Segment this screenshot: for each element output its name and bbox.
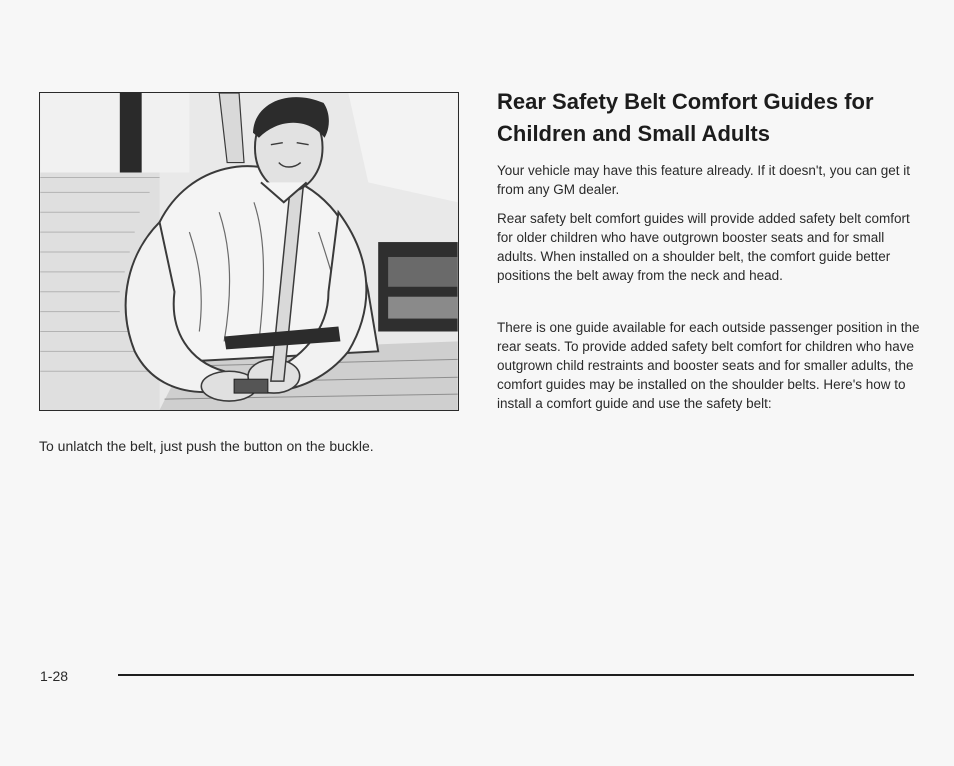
comfort-guide-paragraph: Rear safety belt comfort guides will provide added safety belt comfort for older children who have outgrown booster seats and for small adults. When installed on a shoulder belt, the comfort guide better positions the belt away from the neck and head.: [497, 211, 910, 283]
section-heading-line-2: Children and Small Adults: [497, 121, 770, 146]
section-heading-line-1: Rear Safety Belt Comfort Guides for: [497, 89, 874, 114]
section-heading: [497, 86, 927, 150]
intro-paragraph: Your vehicle may have this feature already. If it doesn't, you can get it from any GM dealer.: [497, 163, 911, 197]
man-buckling-belt-drawing: [40, 93, 458, 410]
page-number: 1-28: [40, 668, 69, 684]
footer-rule: [118, 674, 914, 676]
figure-caption: To unlatch the belt, just push the button on the buckle.: [39, 438, 374, 454]
installation-paragraph: There is one guide available for each outside passenger position in the rear seats. To provide added safety belt comfort for children who have outgrown child restraints and booster seats and for smaller adults, the comfort guides may be installed on the shoulder belts. Here's how to install a comfort guide and use the safety belt:: [497, 320, 920, 411]
safety-belt-illustration: [39, 92, 459, 411]
